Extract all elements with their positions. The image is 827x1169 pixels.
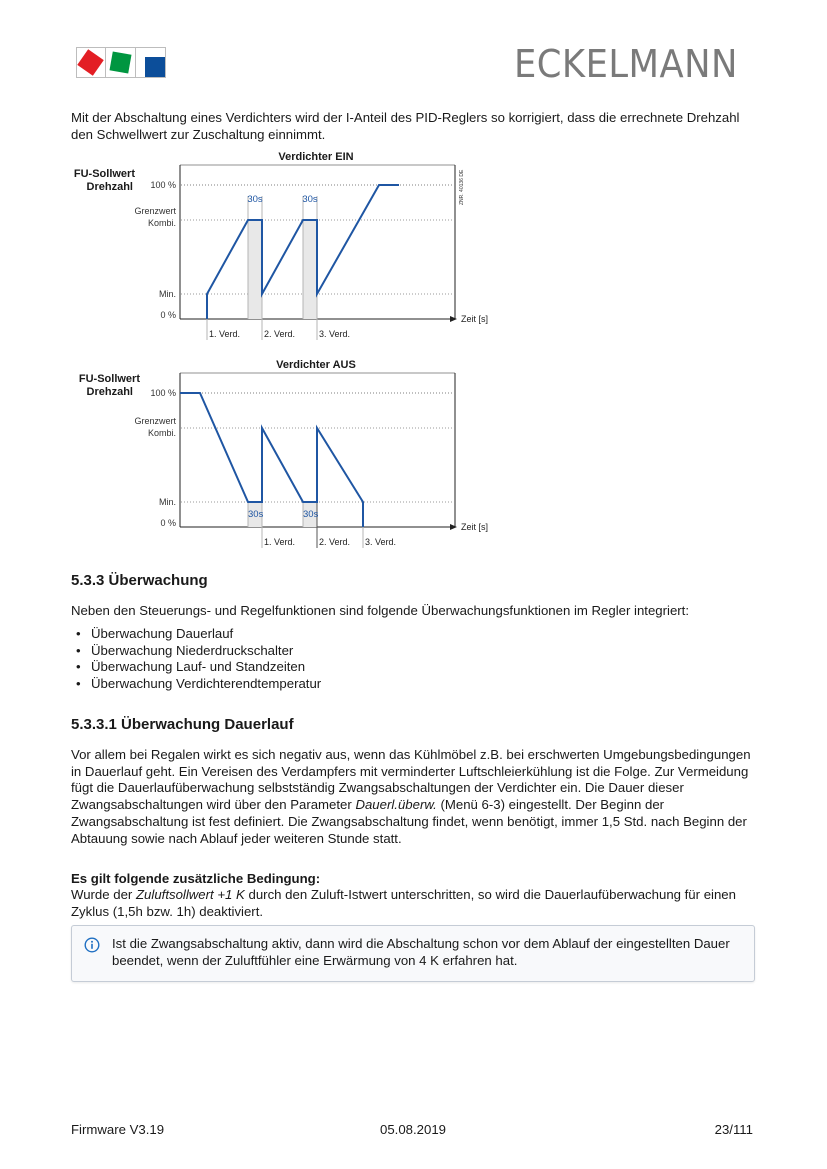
info-note bbox=[71, 925, 755, 982]
tick-100: 100 % bbox=[150, 388, 176, 398]
section-intro: Neben den Steuerungs- und Regelfunktionen sind folgende Überwachungsfunktionen im Regler integriert: bbox=[71, 603, 690, 618]
condition-paragraph bbox=[71, 887, 761, 920]
tick-0: 0 % bbox=[160, 310, 176, 320]
x-axis-label: Zeit [s] bbox=[461, 314, 489, 324]
list-item: • Überwachung Niederdruckschalter bbox=[76, 643, 321, 660]
parameter-name: Dauerl.überw. bbox=[355, 797, 437, 813]
tick-grenzwert: Grenzwert bbox=[134, 416, 176, 426]
chart-title: Verdichter EIN bbox=[278, 151, 354, 163]
list-item: • Überwachung Verdichterendtemperatur bbox=[76, 676, 321, 693]
event-label: 1. Verd. bbox=[209, 329, 241, 339]
delay-label: 30s bbox=[248, 509, 264, 520]
footer-firmware: Firmware V3.19 bbox=[71, 1122, 165, 1137]
event-label: 2. Verd. bbox=[264, 329, 296, 339]
list-item: • Überwachung Dauerlauf bbox=[76, 626, 321, 643]
footer-date: 05.08.2019 bbox=[380, 1122, 447, 1137]
series-line bbox=[180, 393, 363, 527]
delay-label: 30s bbox=[303, 509, 319, 520]
tick-kombi: Kombi. bbox=[147, 218, 176, 228]
delay-label: 30s bbox=[247, 194, 263, 205]
y-axis-label: FU-Sollwert bbox=[78, 373, 140, 385]
y-axis-label: Drehzahl bbox=[86, 181, 133, 193]
monitoring-list bbox=[76, 626, 321, 693]
tick-0: 0 % bbox=[160, 518, 176, 528]
drawing-number: ZNR. 40136 DE bbox=[459, 169, 465, 205]
event-label: 3. Verd. bbox=[365, 537, 397, 547]
event-label: 2. Verd. bbox=[319, 537, 351, 547]
text-run: Wurde der bbox=[71, 887, 136, 902]
chart-title: Verdichter AUS bbox=[276, 359, 356, 371]
delay-label: 30s bbox=[302, 194, 318, 205]
condition-title: Es gilt folgende zusätzliche Bedingung: bbox=[71, 871, 321, 886]
brand-name: ECKELMANN bbox=[514, 42, 738, 86]
chart-verdichter-ein bbox=[74, 151, 488, 340]
note-text: Ist die Zwangsabschaltung aktiv, dann wird die Abschaltung schon vor dem Ablauf der eingestellten Dauer beendet, wenn der Zuluftfühler eine Erwärmung von 4 K erfahren hat. bbox=[112, 936, 730, 968]
tick-min: Min. bbox=[158, 497, 176, 507]
y-axis-label: Drehzahl bbox=[86, 386, 133, 398]
section-heading: 5.3.3 Überwachung bbox=[71, 572, 208, 589]
text-run: (Menü 6-3) eingestellt. Der Beginn der Zwangsabschaltung ist fest definiert. Die Zwangsabschaltung findet, wenn benötigt, immer 1,5 Std. nach Beginn der Abtauung sowie nach Ablauf jeder weiteren Stunde statt. bbox=[71, 797, 747, 846]
tick-min: Min. bbox=[158, 289, 176, 299]
list-item: • Überwachung Lauf- und Standzeiten bbox=[76, 659, 321, 676]
body-paragraph bbox=[71, 747, 756, 847]
event-label: 3. Verd. bbox=[319, 329, 351, 339]
text-run: durch den Zuluft-Istwert unterschritten, so wird die Dauerlaufüberwachung für einen Zyklus (1,5h bzw. 1h) deaktiviert. bbox=[71, 887, 736, 919]
intro-paragraph: Mit der Abschaltung eines Verdichters wird der I-Anteil des PID-Reglers so korrigiert, dass die errechnete Drehzahl den Schwellwert zur Zuschaltung einnimmt. bbox=[71, 110, 740, 142]
tick-100: 100 % bbox=[150, 180, 176, 190]
tick-kombi: Kombi. bbox=[147, 428, 176, 438]
chart-verdichter-aus bbox=[79, 359, 488, 548]
tick-grenzwert: Grenzwert bbox=[134, 206, 176, 216]
text-run: Vor allem bei Regalen wirkt es sich negativ aus, wenn das Kühlmöbel z.B. bei erschwerten Umgebungsbedingungen in Dauerlauf geht. Ein Vereisen des Verdampfers mit verminderter Luftschleierkühlung ist die Folge. Zur Vermeidung fügt die Dauerlaufüberwachung selbstständig Zwangsabschaltungen der Verdichter ein. Die Dauer dieser Zwangsabschaltungen wird über den Parameter bbox=[71, 747, 751, 813]
charts-figure bbox=[0, 0, 827, 560]
event-label: 1. Verd. bbox=[264, 537, 296, 547]
subsection-heading: 5.3.3.1 Überwachung Dauerlauf bbox=[71, 716, 294, 733]
y-axis-label: FU-Sollwert bbox=[73, 168, 135, 180]
footer-page-number: 23/111 bbox=[714, 1122, 753, 1137]
x-axis-label: Zeit [s] bbox=[461, 522, 489, 532]
info-icon bbox=[84, 937, 100, 953]
parameter-name: Zuluftsollwert +1 K bbox=[136, 887, 245, 902]
